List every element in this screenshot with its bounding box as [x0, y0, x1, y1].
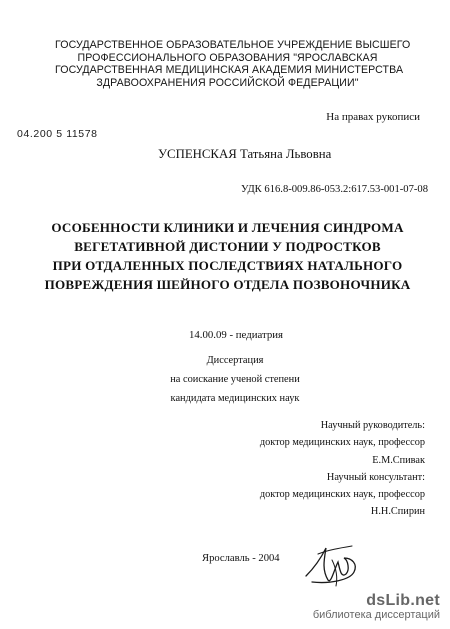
udk-code: УДК 616.8-009.86-053.2:617.53-001-07-08	[241, 184, 428, 195]
watermark-logo: dsLib.net	[366, 592, 440, 609]
header-line: ГОСУДАРСТВЕННАЯ МЕДИЦИНСКАЯ АКАДЕМИЯ МИНИСТЕРСТВА	[55, 64, 404, 77]
degree-line: на соискание ученой степени	[170, 374, 300, 385]
author-name: УСПЕНСКАЯ Татьяна Львовна	[158, 147, 332, 161]
library-stamp-number: 04.200 5 11578	[17, 128, 98, 140]
title-line: ПРИ ОТДАЛЕННЫХ ПОСЛЕДСТВИЯХ НАТАЛЬНОГО	[52, 258, 403, 273]
header-line: ПРОФЕССИОНАЛЬНОГО ОБРАЗОВАНИЯ "ЯРОСЛАВСКАЯ	[77, 51, 378, 64]
supervisor-heading: Научный руководитель:	[320, 420, 425, 431]
title-line: ПОВРЕЖДЕНИЯ ШЕЙНОГО ОТДЕЛА ПОЗВОНОЧНИКА	[44, 277, 411, 292]
supervisor-degree: доктор медицинских наук, профессор	[259, 437, 425, 449]
dissertation-title	[30, 218, 425, 294]
watermark	[313, 592, 440, 621]
title-line: ВЕГЕТАТИВНОЙ ДИСТОНИИ У ПОДРОСТКОВ	[74, 239, 381, 254]
supervisor-name: Е.М.Спивак	[372, 454, 425, 466]
watermark-tagline: библиотека диссертаций	[312, 609, 440, 621]
rights-note: На правах рукописи	[326, 111, 420, 123]
specialty-code: 14.00.09 - педиатрия	[189, 329, 283, 341]
city-year: Ярославль - 2004	[202, 553, 280, 564]
consultant-heading: Научный консультант:	[326, 471, 425, 483]
header-line: ГОСУДАРСТВЕННОЕ ОБРАЗОВАТЕЛЬНОЕ УЧРЕЖДЕНИЕ ВЫСШЕГО	[55, 39, 411, 51]
supervisors-block	[260, 417, 425, 521]
header-line: ЗДРАВООХРАНЕНИЯ РОССИЙСКОЙ ФЕДЕРАЦИИ"	[96, 76, 359, 89]
degree-line: Диссертация	[206, 355, 264, 366]
consultant-name: Н.Н.Спирин	[370, 506, 425, 518]
institution-header	[55, 39, 411, 89]
title-line: ОСОБЕННОСТИ КЛИНИКИ И ЛЕЧЕНИЯ СИНДРОМА	[51, 220, 404, 235]
degree-line: кандидата медицинских наук	[170, 393, 300, 404]
degree-statement	[160, 351, 310, 408]
handwritten-signature	[300, 540, 370, 590]
consultant-degree: доктор медицинских наук, профессор	[259, 489, 425, 501]
